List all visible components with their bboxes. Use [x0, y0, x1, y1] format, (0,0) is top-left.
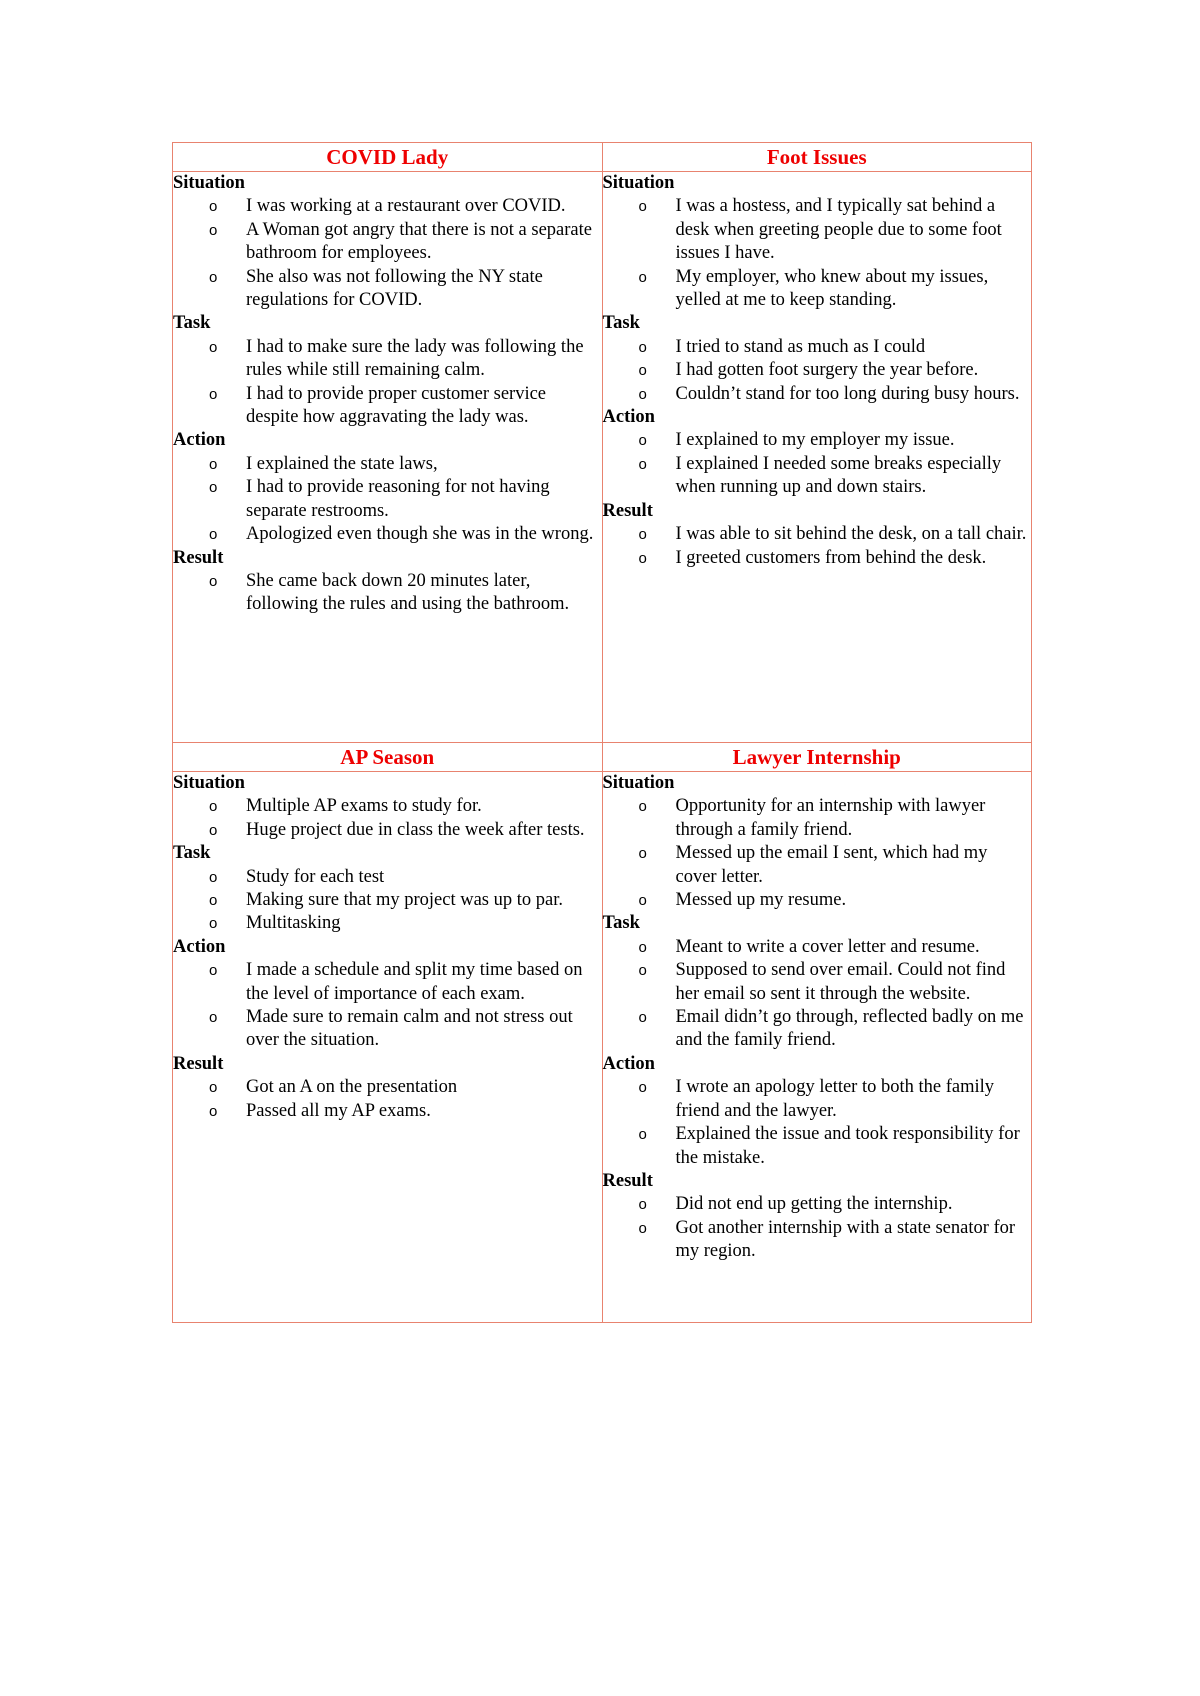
list-item-text: I had to provide proper customer service despite how aggravating the lady was.: [246, 383, 547, 428]
list-item: [173, 866, 602, 889]
bullet-icon: o: [209, 198, 218, 216]
list-item-text: Multitasking: [246, 913, 341, 934]
list-item-text: Got another internship with a state senator for my region.: [675, 1217, 1016, 1262]
section-heading-action: Action: [602, 1053, 655, 1074]
list-item: [173, 1100, 602, 1123]
bullet-icon: o: [638, 892, 647, 910]
list-item-text: I explained to my employer my issue.: [675, 430, 955, 451]
list-item: [603, 1123, 1032, 1170]
section-heading-result: Result: [173, 547, 224, 568]
list-item-text: Made sure to remain calm and not stress out over the situation.: [246, 1007, 573, 1051]
list-item: [173, 570, 602, 617]
list-item-text: I was a hostess, and I typically sat behind a desk when greeting people due to some foot issues I have.: [675, 196, 1002, 264]
bullet-icon: o: [638, 432, 647, 450]
list-item: [603, 195, 1032, 265]
list-item: [173, 219, 602, 266]
list-item: [603, 1193, 1032, 1216]
list-item-text: I explained I needed some breaks especially when running up and down stairs.: [675, 453, 1002, 498]
bullet-icon: o: [638, 1196, 647, 1214]
bullet-icon: o: [209, 572, 218, 590]
bullet-icon: o: [638, 962, 647, 980]
list-item: [603, 336, 1032, 359]
bullet-icon: o: [638, 938, 647, 956]
section-heading-task: Task: [173, 843, 211, 864]
bullet-list: [173, 195, 602, 312]
list-item-text: I made a schedule and split my time based on the level of importance of each exam.: [246, 960, 583, 1004]
bullet-list: [603, 795, 1032, 912]
list-item-text: I wrote an apology letter to both the family friend and the lawyer.: [675, 1077, 995, 1121]
list-item: [603, 795, 1032, 842]
list-item-text: Multiple AP exams to study for.: [246, 796, 482, 817]
star-method-table: [172, 142, 1032, 1323]
bullet-list: [603, 336, 1032, 406]
bullet-icon: o: [209, 1102, 218, 1120]
section-heading-situation: Situation: [173, 773, 245, 793]
bullet-icon: o: [638, 268, 647, 286]
list-item-text: Messed up my resume.: [675, 890, 847, 911]
list-item-text: Meant to write a cover letter and resume.: [675, 936, 980, 957]
list-item: [603, 889, 1032, 912]
section-heading-task: Task: [602, 913, 640, 934]
list-item-text: Email didn’t go through, reflected badly on me and the family friend.: [675, 1007, 1024, 1051]
bullet-icon: o: [209, 455, 218, 473]
list-item-text: Passed all my AP exams.: [246, 1100, 431, 1121]
bullet-icon: o: [638, 1079, 647, 1097]
bullet-icon: o: [209, 892, 218, 910]
list-item: [173, 266, 602, 313]
list-item: [173, 959, 602, 1006]
bullet-icon: o: [638, 1126, 647, 1144]
list-item-text: Huge project due in class the week after tests.: [246, 819, 585, 840]
card-body-covid-lady: [173, 172, 603, 743]
list-item-text: I explained the state laws,: [246, 453, 438, 474]
card-body-ap-season: [173, 772, 603, 1323]
list-item-text: I was able to sit behind the desk, on a tall chair.: [675, 524, 1027, 545]
section-heading-result: Result: [602, 1170, 653, 1191]
list-item: [173, 476, 602, 523]
list-item: [173, 795, 602, 818]
list-item-text: She also was not following the NY state regulations for COVID.: [246, 266, 543, 311]
list-item-text: A Woman got angry that there is not a separate bathroom for employees.: [246, 219, 592, 264]
bullet-icon: o: [209, 821, 218, 839]
bullet-icon: o: [638, 362, 647, 380]
list-item-text: My employer, who knew about my issues, yelled at me to keep standing.: [675, 266, 989, 311]
card-title-ap-season: AP Season: [173, 743, 603, 772]
section-heading-task: Task: [602, 313, 640, 334]
bullet-icon: o: [209, 962, 218, 980]
list-item: [603, 453, 1032, 500]
section-heading-action: Action: [602, 407, 655, 428]
bullet-icon: o: [209, 385, 218, 403]
list-item: [603, 383, 1032, 406]
bullet-list: [173, 866, 602, 936]
bullet-list: [173, 453, 602, 547]
list-item-text: Did not end up getting the internship.: [675, 1194, 953, 1215]
card-title-covid-lady: COVID Lady: [173, 143, 603, 172]
section-heading-action: Action: [173, 430, 226, 451]
list-item-text: Apologized even though she was in the wrong.: [246, 524, 594, 545]
bullet-icon: o: [209, 479, 218, 497]
list-item: [173, 195, 602, 218]
bullet-icon: o: [638, 1219, 647, 1237]
list-item-text: Study for each test: [246, 866, 385, 887]
section-heading-result: Result: [602, 500, 653, 521]
list-item-text: Opportunity for an internship with lawyer through a family friend.: [675, 796, 986, 840]
section-heading-result: Result: [173, 1053, 224, 1074]
section-heading-action: Action: [173, 936, 226, 957]
bullet-icon: o: [209, 268, 218, 286]
list-item-text: Messed up the email I sent, which had my cover letter.: [675, 843, 988, 887]
card-title-lawyer-internship: Lawyer Internship: [602, 743, 1032, 772]
list-item-text: Making sure that my project was up to par.: [246, 890, 564, 911]
bullet-icon: o: [638, 198, 647, 216]
list-item: [173, 912, 602, 935]
list-item-text: Supposed to send over email. Could not find her email so sent it through the website.: [675, 960, 1006, 1004]
list-item: [173, 383, 602, 430]
list-item-text: Couldn’t stand for too long during busy hours.: [675, 383, 1020, 404]
list-item: [173, 819, 602, 842]
bullet-icon: o: [209, 1079, 218, 1097]
list-item: [603, 1217, 1032, 1264]
list-item: [173, 889, 602, 912]
bullet-icon: o: [638, 1009, 647, 1027]
bullet-list: [603, 936, 1032, 1053]
bullet-icon: o: [209, 526, 218, 544]
section-heading-task: Task: [173, 313, 211, 334]
list-item: [603, 523, 1032, 546]
list-item: [173, 1006, 602, 1053]
bullet-list: [603, 1193, 1032, 1263]
list-item: [173, 1076, 602, 1099]
list-item-text: I greeted customers from behind the desk.: [675, 547, 987, 568]
bullet-list: [173, 336, 602, 430]
bullet-icon: o: [638, 549, 647, 567]
bullet-icon: o: [209, 798, 218, 816]
bullet-list: [173, 1076, 602, 1123]
bullet-list: [173, 959, 602, 1053]
bullet-icon: o: [638, 845, 647, 863]
list-item: [603, 959, 1032, 1006]
list-item: [603, 266, 1032, 313]
list-item: [603, 842, 1032, 889]
list-item-text: I had to provide reasoning for not having separate restrooms.: [246, 477, 550, 521]
bullet-icon: o: [209, 1009, 218, 1027]
bullet-icon: o: [638, 455, 647, 473]
bullet-list: [173, 570, 602, 617]
section-heading-situation: Situation: [602, 773, 675, 793]
card-body-lawyer-internship: [602, 772, 1032, 1323]
list-item: [603, 547, 1032, 570]
list-item: [603, 1076, 1032, 1123]
bullet-icon: o: [638, 338, 647, 356]
bullet-list: [603, 1076, 1032, 1170]
bullet-icon: o: [209, 915, 218, 933]
list-item-text: I had to make sure the lady was following the rules while still remaining calm.: [246, 336, 584, 381]
list-item: [173, 523, 602, 546]
bullet-icon: o: [638, 385, 647, 403]
list-item: [603, 359, 1032, 382]
bullet-list: [603, 429, 1032, 499]
list-item: [603, 429, 1032, 452]
bullet-icon: o: [638, 798, 647, 816]
bullet-list: [173, 795, 602, 842]
list-item: [173, 453, 602, 476]
list-item-text: I tried to stand as much as I could: [675, 336, 926, 357]
list-item-text: I had gotten foot surgery the year before.: [675, 360, 979, 381]
list-item: [603, 936, 1032, 959]
list-item-text: Got an A on the presentation: [246, 1077, 458, 1098]
card-title-foot-issues: Foot Issues: [602, 143, 1032, 172]
bullet-icon: o: [209, 868, 218, 886]
section-heading-situation: Situation: [602, 173, 675, 193]
section-heading-situation: Situation: [173, 173, 245, 193]
list-item-text: Explained the issue and took responsibility for the mistake.: [675, 1124, 1020, 1168]
bullet-list: [603, 195, 1032, 312]
list-item-text: She came back down 20 minutes later, following the rules and using the bathroom.: [246, 570, 570, 615]
list-item-text: I was working at a restaurant over COVID.: [246, 196, 566, 217]
bullet-icon: o: [209, 221, 218, 239]
bullet-icon: o: [209, 338, 218, 356]
bullet-icon: o: [638, 526, 647, 544]
card-body-foot-issues: [602, 172, 1032, 743]
bullet-list: [603, 523, 1032, 570]
list-item: [603, 1006, 1032, 1053]
list-item: [173, 336, 602, 383]
